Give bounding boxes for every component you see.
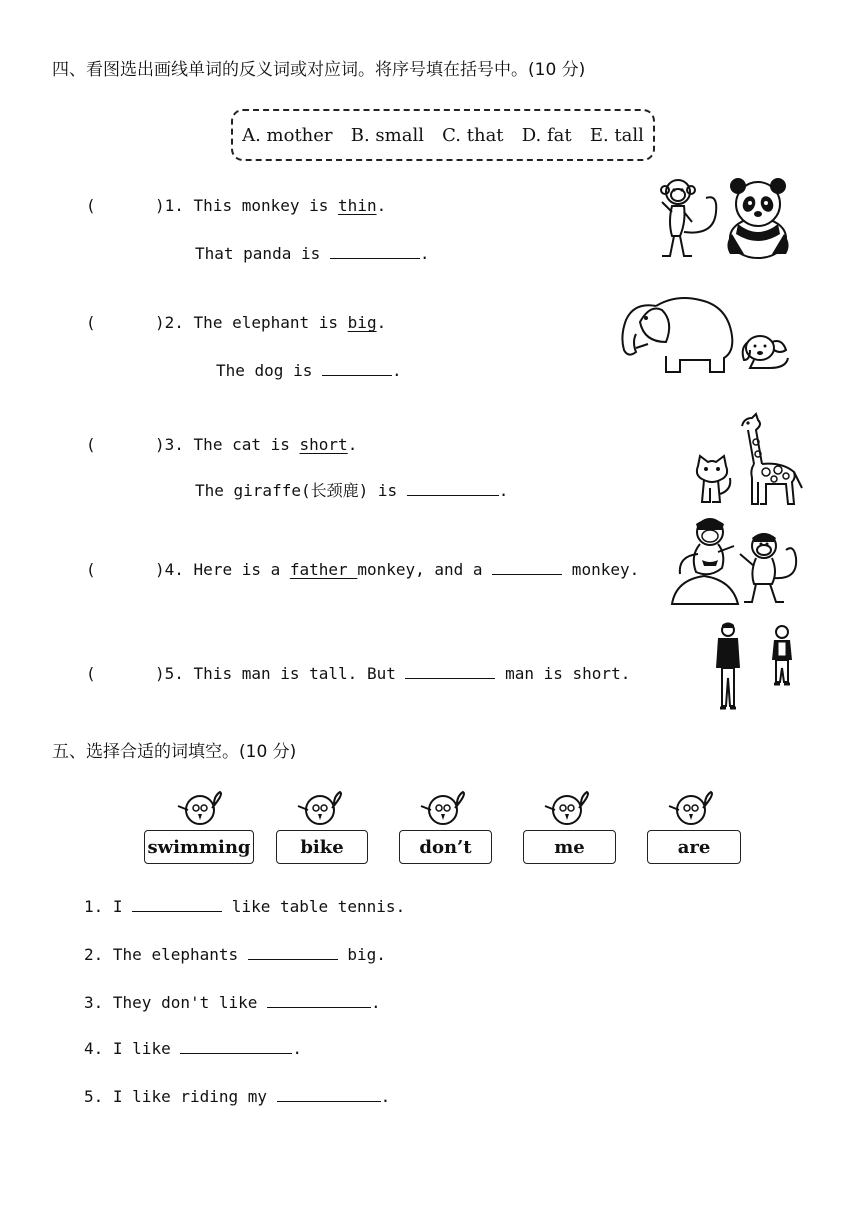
question-number: 5. [164, 664, 184, 683]
monkey-father-icon [670, 514, 742, 606]
bird-icon [665, 790, 725, 834]
answer-paren-close: ) [155, 196, 165, 215]
elephant-icon [616, 292, 738, 376]
answer-paren-open[interactable]: ( [86, 560, 96, 579]
option-d: D. fat [521, 124, 572, 146]
bird-icon [417, 790, 477, 834]
question-number: 3. [84, 993, 104, 1012]
giraffe-icon [736, 412, 804, 506]
answer-blank[interactable] [132, 897, 222, 912]
question-number: 1. [164, 196, 184, 215]
answer-blank[interactable] [277, 1087, 381, 1102]
answer-paren-open[interactable]: ( [86, 313, 96, 332]
question-text: This man is tall. But [193, 664, 406, 683]
fill-question-1: 1. I like table tennis. [84, 897, 406, 916]
question-number: 2. [164, 313, 184, 332]
answer-paren-close: ) [155, 664, 165, 683]
question-text: Here is a [193, 560, 290, 579]
answer-paren-open[interactable]: ( [86, 196, 96, 215]
underlined-word: thin [338, 196, 377, 215]
answer-paren-close: ) [155, 313, 165, 332]
question-number: 5. [84, 1087, 104, 1106]
question-text-line2: The giraffe(长颈鹿) is [195, 481, 407, 500]
question-number: 1. [84, 897, 104, 916]
answer-blank[interactable] [180, 1039, 292, 1054]
question-number: 2. [84, 945, 104, 964]
question-number: 3. [164, 435, 184, 454]
word-dont: don’t [399, 830, 492, 864]
options-box [231, 109, 655, 161]
section-4-heading: 四、看图选出画线单词的反义词或对应词。将序号填在括号中。(10 分) [52, 60, 586, 80]
answer-blank[interactable] [248, 945, 338, 960]
dog-icon [740, 326, 792, 370]
question-number: 4. [164, 560, 184, 579]
answer-blank[interactable] [407, 481, 499, 496]
section-5-heading: 五、选择合适的词填空。(10 分) [52, 742, 297, 762]
answer-blank[interactable] [330, 244, 420, 259]
option-a: A. mother [242, 124, 333, 146]
answer-paren-close: ) [155, 435, 165, 454]
bird-icon [294, 790, 354, 834]
underlined-word: father [289, 560, 358, 579]
short-man-icon [768, 624, 796, 686]
option-c: C. that [442, 124, 504, 146]
fill-question-4: 4. I like . [84, 1039, 302, 1058]
tall-man-icon [710, 622, 746, 710]
underlined-word: short [299, 435, 348, 454]
answer-paren-close: ) [155, 560, 165, 579]
word-bike: bike [276, 830, 368, 864]
fill-question-2: 2. The elephants big. [84, 945, 386, 964]
monkey-mother-icon [736, 530, 800, 606]
answer-blank[interactable] [322, 361, 392, 376]
monkey-icon [658, 176, 724, 260]
answer-blank[interactable] [492, 560, 562, 575]
fill-question-3: 3. They don't like . [84, 993, 381, 1012]
answer-blank[interactable] [405, 664, 495, 679]
answer-paren-open[interactable]: ( [86, 664, 96, 683]
answer-blank[interactable] [267, 993, 371, 1008]
panda-icon [722, 178, 794, 260]
question-text: The cat is [193, 435, 300, 454]
option-b: B. small [350, 124, 424, 146]
word-me: me [523, 830, 616, 864]
bird-icon [541, 790, 601, 834]
question-text: The elephant is [193, 313, 348, 332]
word-swimming: swimming [144, 830, 254, 864]
word-are: are [647, 830, 741, 864]
answer-paren-open[interactable]: ( [86, 435, 96, 454]
question-text-line2: The dog is [216, 361, 322, 380]
question-text-line2: That panda is [195, 244, 330, 263]
underlined-word: big [347, 313, 377, 332]
fill-question-5: 5. I like riding my . [84, 1087, 391, 1106]
question-text: This monkey is [193, 196, 339, 215]
bird-icon [174, 790, 234, 834]
question-number: 4. [84, 1039, 104, 1058]
cat-icon [690, 454, 734, 506]
option-e: E. tall [589, 124, 644, 146]
